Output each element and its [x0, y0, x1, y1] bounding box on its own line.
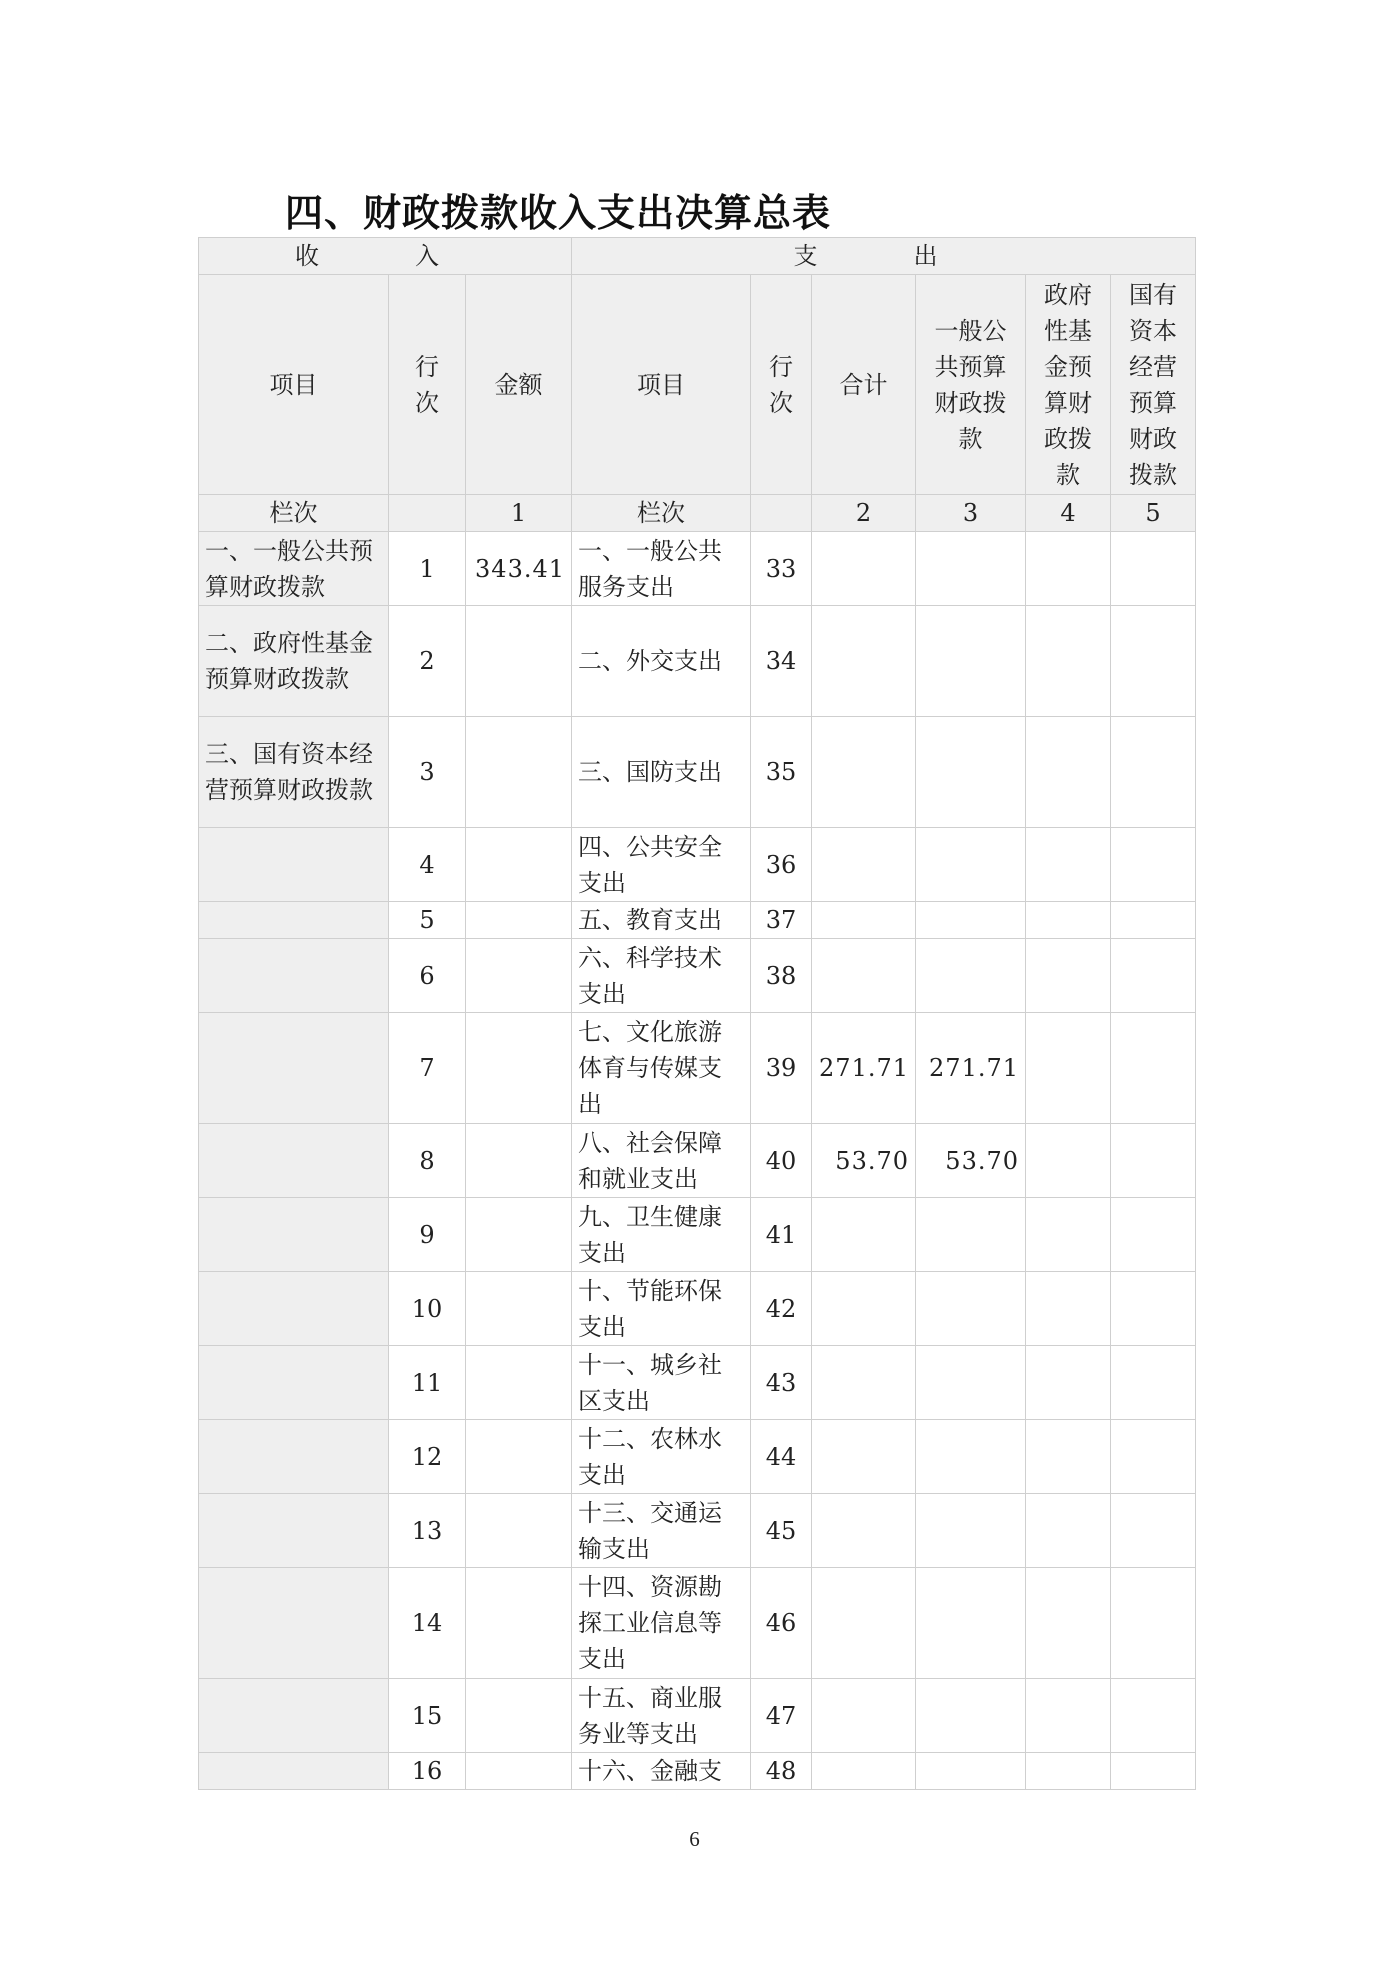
- expense-state-cell: [1111, 1753, 1196, 1790]
- expense-row-no-cell: 35: [751, 717, 812, 828]
- expense-item-cell: 一、一般公共服务支出: [572, 532, 751, 606]
- income-row-no-cell: 13: [389, 1494, 466, 1568]
- income-item-cell: [199, 1198, 389, 1272]
- col-number-empty: [389, 495, 466, 532]
- table-row: [199, 1124, 1196, 1198]
- expense-row-no-cell: 43: [751, 1346, 812, 1420]
- income-row-no-cell: 4: [389, 828, 466, 902]
- expense-total-cell: [812, 1679, 916, 1753]
- expense-row-no-cell: 41: [751, 1198, 812, 1272]
- expense-fund-cell: [1026, 939, 1111, 1013]
- expense-general-cell: [916, 1346, 1026, 1420]
- table-row: [199, 1420, 1196, 1494]
- income-item-cell: [199, 1013, 389, 1124]
- expense-item-cell: 十一、城乡社区支出: [572, 1346, 751, 1420]
- income-amount-cell: [466, 1124, 572, 1198]
- table-row: [199, 1753, 1196, 1790]
- table-row: [199, 532, 1196, 606]
- income-row-no-cell: 6: [389, 939, 466, 1013]
- income-amount-cell: [466, 606, 572, 717]
- group-header-row: [199, 238, 1196, 275]
- expense-row-no-cell: 36: [751, 828, 812, 902]
- expense-state-cell: [1111, 1124, 1196, 1198]
- income-item-cell: [199, 902, 389, 939]
- expense-item-cell: 十六、金融支: [572, 1753, 751, 1790]
- expense-general-cell: [916, 1272, 1026, 1346]
- income-amount-cell: [466, 1679, 572, 1753]
- expense-state-cell: [1111, 1568, 1196, 1679]
- expense-general-cell: [916, 532, 1026, 606]
- expense-item-cell: 五、教育支出: [572, 902, 751, 939]
- income-amount-cell: [466, 1198, 572, 1272]
- income-row-no-cell: 10: [389, 1272, 466, 1346]
- expense-item-cell: 十、节能环保支出: [572, 1272, 751, 1346]
- expense-item-cell: 十五、商业服务业等支出: [572, 1679, 751, 1753]
- expense-general-cell: [916, 828, 1026, 902]
- col-header-gov-fund: 政府 性基 金预 算财 政拨 款: [1026, 275, 1111, 495]
- column-header-row: [199, 275, 1196, 495]
- expense-general-cell: [916, 1753, 1026, 1790]
- income-amount-cell: [466, 902, 572, 939]
- expense-fund-cell: [1026, 1198, 1111, 1272]
- income-amount-cell: [466, 1420, 572, 1494]
- expense-row-no-cell: 46: [751, 1568, 812, 1679]
- income-item-cell: [199, 939, 389, 1013]
- col-header-income-row-no: 行 次: [389, 275, 466, 495]
- expense-state-cell: [1111, 532, 1196, 606]
- income-item-cell: 一、一般公共预算财政拨款: [199, 532, 389, 606]
- income-row-no-cell: 1: [389, 532, 466, 606]
- expense-total-cell: [812, 1568, 916, 1679]
- expense-item-cell: 十四、资源勘探工业信息等支出: [572, 1568, 751, 1679]
- income-row-no-cell: 2: [389, 606, 466, 717]
- col-number-state: 5: [1111, 495, 1196, 532]
- income-item-cell: [199, 1272, 389, 1346]
- expense-total-cell: [812, 1420, 916, 1494]
- table-row: [199, 1568, 1196, 1679]
- table-row: [199, 1494, 1196, 1568]
- expense-fund-cell: [1026, 1679, 1111, 1753]
- expense-general-cell: 271.71: [916, 1013, 1026, 1124]
- expense-general-cell: [916, 1198, 1026, 1272]
- expense-state-cell: [1111, 902, 1196, 939]
- expense-general-cell: [916, 606, 1026, 717]
- table-row: [199, 902, 1196, 939]
- income-row-no-cell: 15: [389, 1679, 466, 1753]
- expense-item-cell: 四、公共安全支出: [572, 828, 751, 902]
- column-number-row: [199, 495, 1196, 532]
- income-item-cell: 三、国有资本经营预算财政拨款: [199, 717, 389, 828]
- expense-row-no-cell: 40: [751, 1124, 812, 1198]
- page-number: 6: [689, 1827, 700, 1851]
- expense-fund-cell: [1026, 1013, 1111, 1124]
- expense-total-cell: [812, 606, 916, 717]
- income-row-no-cell: 11: [389, 1346, 466, 1420]
- expense-state-cell: [1111, 717, 1196, 828]
- expense-row-no-cell: 37: [751, 902, 812, 939]
- income-row-no-cell: 8: [389, 1124, 466, 1198]
- expense-total-cell: [812, 1198, 916, 1272]
- expense-item-cell: 十三、交通运输支出: [572, 1494, 751, 1568]
- expense-fund-cell: [1026, 606, 1111, 717]
- page-title: 四、财政拨款收入支出决算总表: [285, 191, 832, 235]
- expense-row-no-cell: 44: [751, 1420, 812, 1494]
- expense-fund-cell: [1026, 1494, 1111, 1568]
- income-row-no-cell: 5: [389, 902, 466, 939]
- expense-general-cell: [916, 1494, 1026, 1568]
- expense-state-cell: [1111, 1494, 1196, 1568]
- expense-row-no-cell: 34: [751, 606, 812, 717]
- expense-state-cell: [1111, 1679, 1196, 1753]
- income-row-no-cell: 16: [389, 1753, 466, 1790]
- expense-total-cell: [812, 717, 916, 828]
- table-row: [199, 1679, 1196, 1753]
- income-row-no-cell: 12: [389, 1420, 466, 1494]
- expense-item-cell: 八、社会保障和就业支出: [572, 1124, 751, 1198]
- expense-state-cell: [1111, 1420, 1196, 1494]
- expense-fund-cell: [1026, 1753, 1111, 1790]
- expense-fund-cell: [1026, 1420, 1111, 1494]
- expense-item-cell: 七、文化旅游体育与传媒支出: [572, 1013, 751, 1124]
- expense-general-cell: [916, 1568, 1026, 1679]
- expense-group-header: 支 出: [572, 238, 1196, 275]
- table-row: [199, 1013, 1196, 1124]
- income-item-cell: [199, 1568, 389, 1679]
- income-row-no-cell: 7: [389, 1013, 466, 1124]
- expense-row-no-cell: 38: [751, 939, 812, 1013]
- expense-total-cell: 53.70: [812, 1124, 916, 1198]
- col-number-total: 2: [812, 495, 916, 532]
- expense-fund-cell: [1026, 902, 1111, 939]
- col-header-expense-row-no: 行 次: [751, 275, 812, 495]
- col-number-label-right: 栏次: [572, 495, 751, 532]
- income-item-cell: [199, 1124, 389, 1198]
- expense-total-cell: [812, 902, 916, 939]
- expense-state-cell: [1111, 1198, 1196, 1272]
- expense-row-no-cell: 48: [751, 1753, 812, 1790]
- expense-item-cell: 二、外交支出: [572, 606, 751, 717]
- table-row: [199, 828, 1196, 902]
- expense-state-cell: [1111, 1013, 1196, 1124]
- expense-row-no-cell: 45: [751, 1494, 812, 1568]
- expense-total-cell: [812, 828, 916, 902]
- expense-general-cell: [916, 1420, 1026, 1494]
- expense-state-cell: [1111, 1346, 1196, 1420]
- expense-fund-cell: [1026, 1568, 1111, 1679]
- col-number-amount: 1: [466, 495, 572, 532]
- expense-fund-cell: [1026, 532, 1111, 606]
- expense-general-cell: [916, 902, 1026, 939]
- expense-total-cell: [812, 939, 916, 1013]
- col-header-state-capital: 国有 资本 经营 预算 财政 拨款: [1111, 275, 1196, 495]
- expense-general-cell: [916, 717, 1026, 828]
- expense-state-cell: [1111, 939, 1196, 1013]
- income-item-cell: [199, 1679, 389, 1753]
- expense-fund-cell: [1026, 717, 1111, 828]
- income-amount-cell: [466, 717, 572, 828]
- expense-general-cell: 53.70: [916, 1124, 1026, 1198]
- expense-row-no-cell: 33: [751, 532, 812, 606]
- table-row: [199, 1198, 1196, 1272]
- expense-total-cell: 271.71: [812, 1013, 916, 1124]
- expense-total-cell: [812, 1494, 916, 1568]
- expense-total-cell: [812, 1346, 916, 1420]
- income-row-no-cell: 14: [389, 1568, 466, 1679]
- income-item-cell: [199, 828, 389, 902]
- income-item-cell: 二、政府性基金预算财政拨款: [199, 606, 389, 717]
- expense-row-no-cell: 47: [751, 1679, 812, 1753]
- expense-fund-cell: [1026, 1346, 1111, 1420]
- income-amount-cell: [466, 1753, 572, 1790]
- expense-fund-cell: [1026, 1272, 1111, 1346]
- income-row-no-cell: 3: [389, 717, 466, 828]
- col-number-label-left: 栏次: [199, 495, 389, 532]
- expense-total-cell: [812, 532, 916, 606]
- col-number-empty: [751, 495, 812, 532]
- expense-general-cell: [916, 939, 1026, 1013]
- income-item-cell: [199, 1420, 389, 1494]
- expense-item-cell: 十二、农林水支出: [572, 1420, 751, 1494]
- col-number-general: 3: [916, 495, 1026, 532]
- income-amount-cell: [466, 1346, 572, 1420]
- income-amount-cell: 343.41: [466, 532, 572, 606]
- expense-item-cell: 六、科学技术支出: [572, 939, 751, 1013]
- col-header-general-budget: 一般公 共预算 财政拨 款: [916, 275, 1026, 495]
- income-group-header: 收 入: [199, 238, 572, 275]
- income-amount-cell: [466, 1494, 572, 1568]
- income-amount-cell: [466, 1013, 572, 1124]
- income-item-cell: [199, 1346, 389, 1420]
- col-header-amount: 金额: [466, 275, 572, 495]
- income-item-cell: [199, 1753, 389, 1790]
- col-header-expense-item: 项目: [572, 275, 751, 495]
- income-amount-cell: [466, 1272, 572, 1346]
- table-row: [199, 1272, 1196, 1346]
- income-amount-cell: [466, 1568, 572, 1679]
- expense-state-cell: [1111, 606, 1196, 717]
- income-amount-cell: [466, 939, 572, 1013]
- table-row: [199, 717, 1196, 828]
- col-number-fund: 4: [1026, 495, 1111, 532]
- expense-state-cell: [1111, 828, 1196, 902]
- table-row: [199, 606, 1196, 717]
- expense-item-cell: 九、卫生健康支出: [572, 1198, 751, 1272]
- budget-summary-table: [198, 237, 1196, 1790]
- table-row: [199, 1346, 1196, 1420]
- table-row: [199, 939, 1196, 1013]
- income-item-cell: [199, 1494, 389, 1568]
- expense-total-cell: [812, 1272, 916, 1346]
- expense-row-no-cell: 39: [751, 1013, 812, 1124]
- expense-total-cell: [812, 1753, 916, 1790]
- expense-row-no-cell: 42: [751, 1272, 812, 1346]
- col-header-total: 合计: [812, 275, 916, 495]
- expense-general-cell: [916, 1679, 1026, 1753]
- col-header-income-item: 项目: [199, 275, 389, 495]
- income-row-no-cell: 9: [389, 1198, 466, 1272]
- expense-fund-cell: [1026, 1124, 1111, 1198]
- expense-item-cell: 三、国防支出: [572, 717, 751, 828]
- expense-state-cell: [1111, 1272, 1196, 1346]
- expense-fund-cell: [1026, 828, 1111, 902]
- income-amount-cell: [466, 828, 572, 902]
